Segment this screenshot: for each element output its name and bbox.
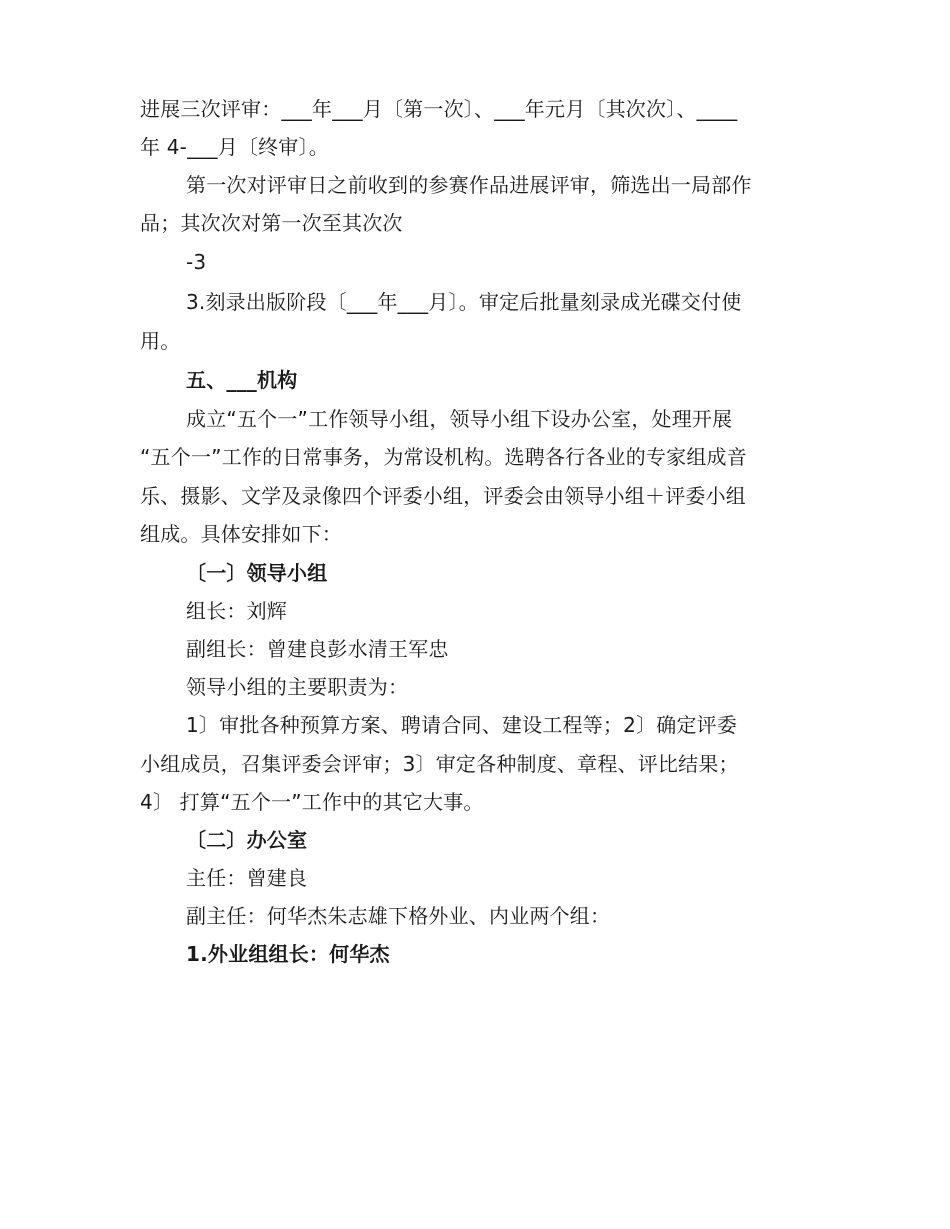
text-line: 领导小组的主要职责为： <box>186 675 409 699</box>
text-line: 组长：刘辉 <box>186 599 287 623</box>
text-line: 第一次对评审日之前收到的参赛作品进展评审，筛选出一局部作 <box>186 173 752 197</box>
page-number-fragment: -3 <box>186 250 207 274</box>
text-line: 组成。具体安排如下： <box>140 522 342 546</box>
text-line: 小组成员，召集评委会评审；3〕审定各种制度、章程、评比结果； <box>140 752 739 776</box>
text-line: 用。 <box>140 329 181 353</box>
text-line: 进展三次评审：___年___月〔第一次〕、___年元月〔其次次〕、____ <box>140 97 738 121</box>
text-line: 成立“五个一”工作领导小组，领导小组下设办公室，处理开展 <box>186 407 733 431</box>
text-line: 1〕审批各种预算方案、聘请合同、建设工程等；2〕确定评委 <box>186 713 738 737</box>
text-line: 年 4-___月〔终审〕。 <box>140 135 329 159</box>
text-line: 乐、摄影、文学及录像四个评委小组，评委会由领导小组＋评委小组 <box>140 484 746 508</box>
text-line: 副组长：曾建良彭水清王军忠 <box>186 637 449 661</box>
group-heading: 1.外业组组长：何华杰 <box>186 942 390 966</box>
text-line: 主任：曾建良 <box>186 866 308 890</box>
subsection-heading: 〔二〕办公室 <box>186 828 308 852</box>
section-heading: 五、___机构 <box>186 368 298 392</box>
text-line: 副主任：何华杰朱志雄下格外业、内业两个组： <box>186 904 611 928</box>
subsection-heading: 〔一〕领导小组 <box>186 561 328 585</box>
text-line: 品；其次次对第一次至其次次 <box>140 211 403 235</box>
text-line: “五个一”工作的日常事务，为常设机构。选聘各行各业的专家组成音 <box>140 445 747 469</box>
text-line: 4〕 打算“五个一”工作中的其它大事。 <box>140 790 484 814</box>
text-line: 3.刻录出版阶段〔___年___月〕。审定后批量刻录成光碟交付使 <box>186 290 742 314</box>
